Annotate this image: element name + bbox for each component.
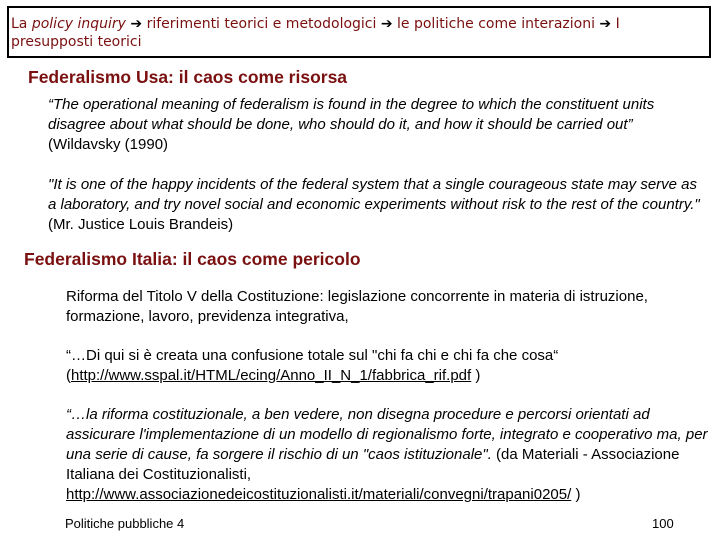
right-arrow-icon: ➔	[380, 16, 393, 32]
right-arrow-icon: ➔	[130, 16, 143, 32]
footer-page-number: 100	[652, 516, 674, 531]
crumb-presupposti-start: I	[615, 16, 620, 32]
header-policy-inquiry: policy inquiry	[31, 16, 126, 32]
riforma-costituzionale-cite: (da Materiali - Associazione Italiana dei Costituzionalisti,	[66, 446, 680, 483]
crumb-riferimenti: riferimenti teorici e metodologici	[146, 16, 377, 32]
section-title-usa: Federalismo Usa: il caos come risorsa	[28, 67, 348, 87]
quote-wildavsky	[48, 95, 708, 155]
header-breadcrumb	[11, 15, 711, 51]
quote-brandeis	[48, 175, 708, 235]
crumb-presupposti: presupposti teorici	[11, 34, 142, 50]
paragraph-riforma: Riforma del Titolo V della Costituzione: legislazione concorrente in materia di istruzione, formazione, lavoro, previdenza integrativa,	[66, 288, 648, 325]
crumb-politiche: le politiche come interazioni	[397, 16, 595, 32]
quote-wildavsky-cite: (Wildavsky (1990)	[48, 136, 169, 153]
paragraph-riforma-costituzionale	[66, 405, 714, 505]
right-arrow-icon: ➔	[599, 16, 612, 32]
confusione-open: (	[66, 367, 71, 384]
confusione-text: “…Di qui si è creata una confusione totale sul "chi fa chi e chi fa che cosa“	[66, 347, 559, 364]
costituzionalisti-link[interactable]: http://www.associazionedeicostituzionalisti.it/materiali/convegni/trapani0205/	[66, 486, 572, 503]
section-title-italia: Federalismo Italia: il caos come pericolo	[24, 249, 361, 269]
confusione-close: )	[471, 367, 481, 384]
riforma-costituzionale-close: )	[571, 486, 581, 503]
riforma-costituzionale-text: “…la riforma costituzionale, a ben vedere, non disegna procedure e percorsi orientati ad assicurare l'implementazione di un modello di regionalismo forte, integrato e cooperativo ma, per una serie di cause, fa sorgere il rischio di un "caos istituzionale".	[66, 406, 708, 463]
header-prefix: La	[11, 16, 32, 32]
quote-wildavsky-text: “The operational meaning of federalism is found in the degree to which the constituent units disagree about what should be done, who should do it, and how it should be carried out”	[48, 96, 655, 133]
sspal-link[interactable]: http://www.sspal.it/HTML/ecing/Anno_II_N_1/fabbrica_rif.pdf	[71, 367, 472, 384]
quote-brandeis-cite: (Mr. Justice Louis Brandeis)	[48, 216, 234, 233]
paragraph-confusione	[66, 346, 711, 386]
quote-brandeis-text: "It is one of the happy incidents of the federal system that a single courageous state may serve as a laboratory, and try novel social and economic experiments without risk to the rest of the country."	[48, 176, 700, 213]
footer-course-title: Politiche pubbliche 4	[65, 516, 185, 531]
